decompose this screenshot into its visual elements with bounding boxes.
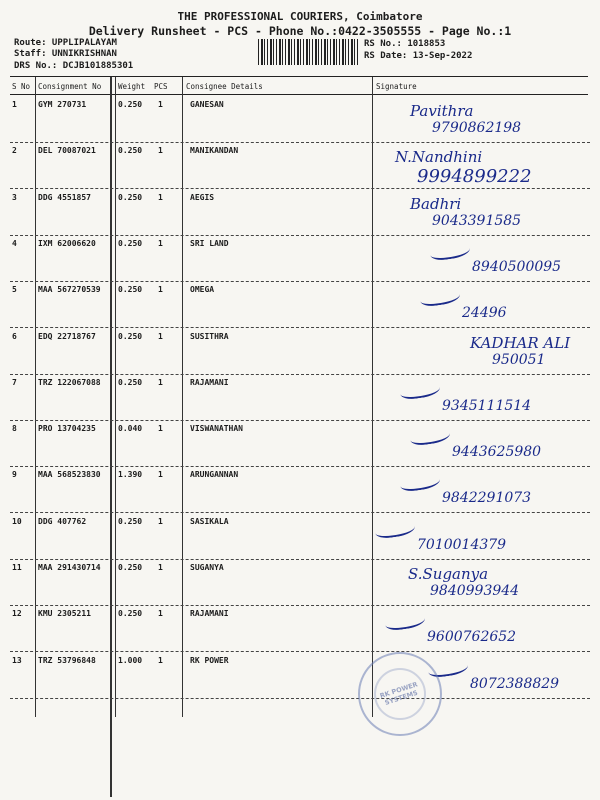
consignee-name: SRI LAND (190, 238, 229, 248)
recipient-phone: 9600762652 (427, 629, 517, 646)
row-sno: 4 (12, 238, 17, 248)
pcs-value: 1 (158, 238, 163, 248)
weight-value: 0.250 (118, 100, 143, 109)
pcs-value: 1 (158, 377, 163, 387)
row-separator (10, 188, 590, 189)
consignee-name: RAJAMANI (190, 377, 229, 387)
consignment-number: MAA 568523830 (38, 470, 101, 480)
weight-value: 0.250 (118, 146, 143, 156)
recipient-phone: 7010014379 (417, 536, 507, 553)
row-sno: 12 (12, 609, 22, 619)
consignment-number: GYM 270731 (38, 100, 87, 109)
row-sno: 3 (12, 192, 17, 202)
recipient-signature: S.Suganya (408, 565, 489, 583)
weight-value: 0.250 (118, 516, 143, 526)
pcs-value: 1 (158, 424, 163, 434)
pcs-value: 1 (158, 331, 163, 341)
weight-value: 1.000 (118, 655, 143, 665)
row-sno: 6 (12, 331, 17, 341)
weight-value: 0.250 (118, 238, 143, 248)
col-header-pcs: PCS (154, 82, 168, 91)
consignment-number: KMU 2305211 (38, 609, 91, 619)
recipient-phone: 8072388829 (470, 675, 560, 692)
weight-value: 0.250 (118, 563, 143, 572)
consignment-number: IXM 62006620 (38, 238, 96, 248)
row-separator (10, 466, 590, 467)
runsheet-title: Delivery Runsheet - PCS - Phone No.:0422-3505555 - Page No.:1 (88, 24, 512, 38)
pcs-value: 1 (158, 563, 163, 572)
col-header-weight: Weight (118, 82, 146, 91)
weight-value: 1.390 (118, 470, 143, 480)
row-separator (10, 651, 590, 652)
weight-value: 0.250 (118, 331, 143, 341)
recipient-phone: 9994899222 (417, 166, 532, 188)
consignment-number: DDG 4551857 (38, 192, 91, 202)
recipient-phone: 9790862198 (432, 120, 522, 136)
recipient-phone: 24496 (462, 305, 507, 322)
col-header-signature: Signature (376, 82, 417, 91)
drs-number: DRS No.: DCJB101885301 (14, 61, 134, 71)
weight-value: 0.250 (118, 377, 143, 387)
rs-date: RS Date: 13-Sep-2022 (364, 51, 473, 61)
weight-value: 0.040 (118, 424, 143, 434)
weight-value: 0.250 (118, 285, 143, 295)
row-separator (10, 605, 590, 606)
recipient-phone: 8940500095 (472, 258, 562, 275)
consignment-number: TRZ 122067088 (38, 377, 101, 387)
staff-text: Staff: UNNIKRISHNAN (14, 49, 117, 59)
row-sno: 8 (12, 424, 17, 434)
pcs-value: 1 (158, 655, 163, 665)
col-header-consignee: Consignee Details (186, 82, 263, 91)
consignment-number: EDQ 22718767 (38, 331, 96, 341)
consignee-name: SUSITHRA (190, 331, 229, 341)
pcs-value: 1 (158, 609, 163, 619)
row-sno: 13 (12, 655, 22, 665)
row-sno: 1 (12, 100, 17, 109)
table-row (0, 285, 600, 331)
consignee-name: VISWANATHAN (190, 424, 243, 434)
consignment-number: MAA 291430714 (38, 563, 101, 572)
recipient-signature: KADHAR ALI (470, 333, 571, 352)
row-separator (10, 235, 590, 236)
col-header-sno: S No (12, 82, 31, 91)
recipient-signature: Pavithra (410, 102, 474, 120)
consignment-number: DEL 70087021 (38, 146, 96, 156)
recipient-phone: 9842291073 (442, 490, 532, 507)
consignee-name: RAJAMANI (190, 609, 229, 619)
recipient-phone: 9043391585 (432, 212, 522, 229)
consignee-name: AEGIS (190, 192, 215, 202)
consignee-name: GANESAN (190, 100, 224, 109)
recipient-phone: 9840993944 (430, 583, 520, 599)
row-sno: 2 (12, 146, 17, 156)
table-row (0, 517, 600, 563)
row-sno: 5 (12, 285, 17, 295)
row-separator (10, 374, 590, 375)
consignee-name: SASIKALA (190, 516, 229, 526)
pcs-value: 1 (158, 470, 163, 480)
row-separator (10, 512, 590, 513)
row-sno: 7 (12, 377, 17, 387)
header-rule-top (10, 76, 588, 77)
pcs-value: 1 (158, 100, 163, 109)
consignment-number: TRZ 53796848 (38, 655, 96, 665)
consignee-name: OMEGA (190, 285, 215, 295)
barcode (258, 39, 358, 65)
pcs-value: 1 (158, 516, 163, 526)
recipient-signature: Badhri (410, 194, 462, 213)
col-header-consignment: Consignment No (38, 82, 102, 91)
row-separator (10, 420, 590, 421)
row-separator (10, 281, 590, 282)
pcs-value: 1 (158, 285, 163, 295)
weight-value: 0.250 (118, 192, 143, 202)
pcs-value: 1 (158, 146, 163, 156)
row-sno: 11 (12, 563, 22, 572)
recipient-phone: 9443625980 (452, 444, 542, 461)
company-title: THE PROFESSIONAL COURIERS, Coimbatore (177, 10, 423, 23)
row-separator (10, 698, 590, 699)
consignment-number: PRO 13704235 (38, 424, 96, 434)
row-separator (10, 559, 590, 560)
weight-value: 0.250 (118, 609, 143, 619)
consignee-name: SUGANYA (190, 563, 224, 572)
consignee-name: ARUNGANNAN (190, 470, 239, 480)
row-sno: 10 (12, 516, 22, 526)
rs-number: RS No.: 1018853 (364, 39, 446, 49)
row-sno: 9 (12, 470, 17, 480)
row-separator (10, 142, 590, 143)
consignee-name: MANIKANDAN (190, 146, 239, 156)
pcs-value: 1 (158, 192, 163, 202)
company-stamp (358, 652, 442, 736)
stamp-text: RK POWER SYSTEMS (378, 680, 419, 707)
route-text: Route: UPPLIPALAYAM (14, 38, 117, 48)
consignment-number: DDG 407762 (38, 516, 87, 526)
row-separator (10, 327, 590, 328)
header-rule-bottom (10, 94, 588, 95)
consignee-name: RK POWER (190, 655, 229, 665)
recipient-signature: N.Nandhini (395, 148, 483, 167)
recipient-phone: 9345111514 (442, 397, 532, 414)
recipient-phone: 950051 (492, 351, 546, 368)
consignment-number: MAA 567270539 (38, 285, 101, 295)
